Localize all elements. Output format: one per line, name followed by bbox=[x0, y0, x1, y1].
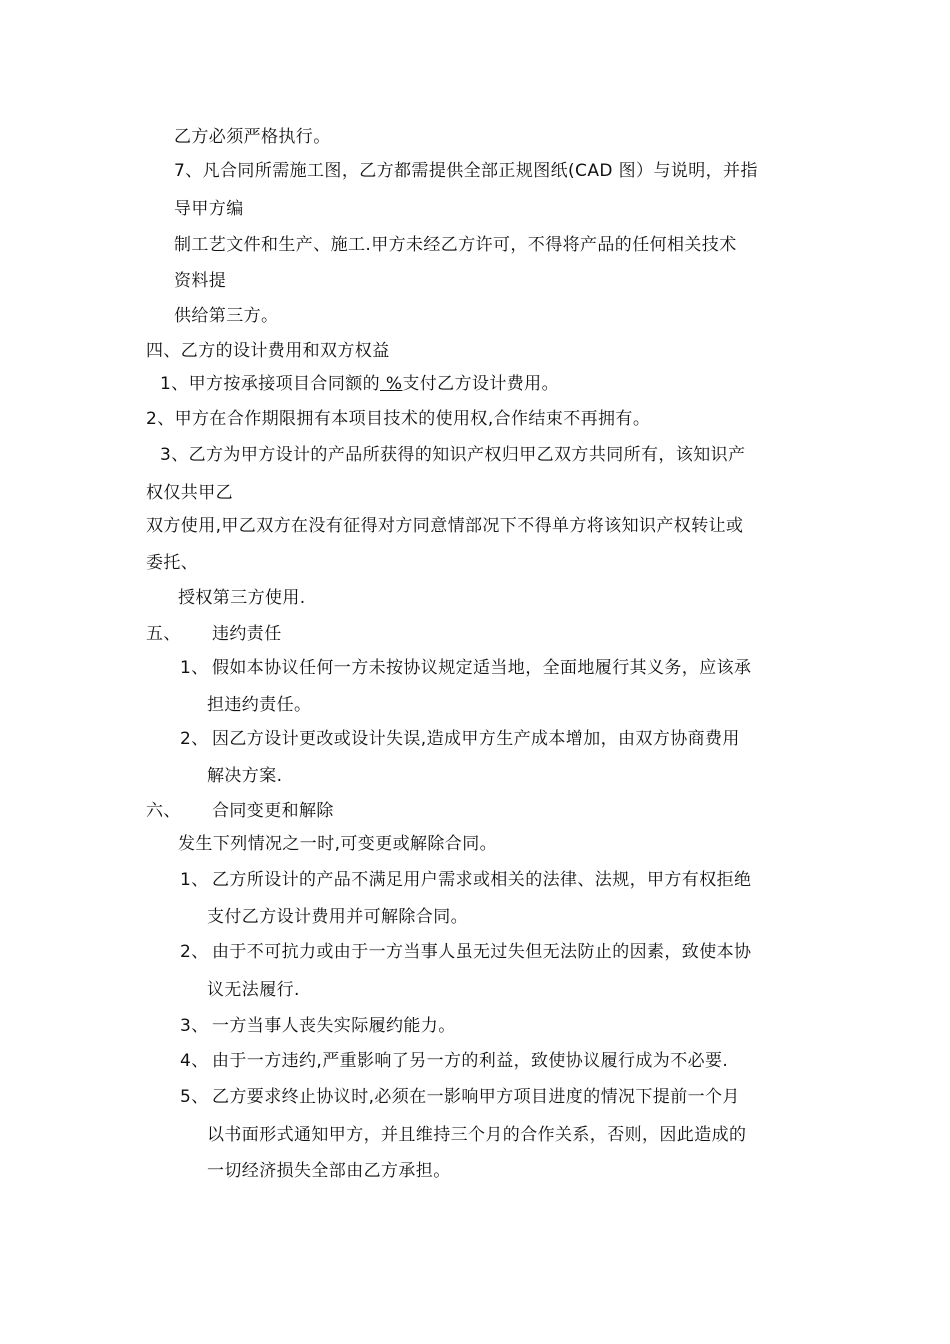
clause-5-1-line: 担违约责任。 bbox=[207, 695, 312, 715]
clause-5-1-number: 1、 bbox=[180, 658, 209, 678]
clause-4-3-line: 委托、 bbox=[146, 553, 199, 573]
clause-6-5-line: 以书面形式通知甲方，并且维持三个月的合作关系，否则，因此造成的 bbox=[207, 1125, 747, 1145]
paragraph-line: 乙方必须严格执行。 bbox=[174, 127, 331, 147]
clause-6-1-number: 1、 bbox=[180, 870, 209, 890]
clause-4-2: 2、甲方在合作期限拥有本项目技术的使用权,合作结束不再拥有。 bbox=[146, 409, 651, 429]
clause-4-1 bbox=[160, 373, 559, 395]
clause-4-3-line: 授权第三方使用. bbox=[178, 588, 306, 608]
clause-6-3-line: 一方当事人丧失实际履约能力。 bbox=[212, 1016, 456, 1036]
clause-3-7-line: 供给第三方。 bbox=[174, 306, 279, 326]
clause-4-3-line: 权仅共甲乙 bbox=[146, 483, 233, 503]
clause-3-7-line: 导甲方编 bbox=[174, 199, 244, 219]
clause-3-7-line: 制工艺文件和生产、施工.甲方未经乙方许可，不得将产品的任何相关技术 bbox=[174, 235, 737, 255]
clause-6-2-line: 议无法履行. bbox=[207, 980, 300, 1000]
section-6-heading: 合同变更和解除 bbox=[212, 801, 334, 821]
clause-4-3-line: 双方使用,甲乙双方在没有征得对方同意情部况下不得单方将该知识产权转让或 bbox=[146, 516, 744, 536]
clause-6-1-line: 乙方所设计的产品不满足用户需求或相关的法律、法规，甲方有权拒绝 bbox=[212, 870, 752, 890]
clause-5-2-line: 因乙方设计更改或设计失误,造成甲方生产成本增加，由双方协商费用 bbox=[212, 729, 740, 749]
clause-6-3-number: 3、 bbox=[180, 1016, 209, 1036]
section-6-number: 六、 bbox=[146, 801, 181, 821]
clause-6-5-line: 一切经济损失全部由乙方承担。 bbox=[207, 1161, 451, 1181]
clause-6-4-line: 由于一方违约,严重影响了另一方的利益，致使协议履行成为不必要. bbox=[212, 1051, 729, 1071]
clause-4-3-line: 3、乙方为甲方设计的产品所获得的知识产权归甲乙双方共同所有，该知识产 bbox=[160, 445, 746, 465]
clause-6-5-number: 5、 bbox=[180, 1087, 209, 1107]
clause-6-2-line: 由于不可抗力或由于一方当事人虽无过失但无法防止的因素，致使本协 bbox=[212, 942, 752, 962]
clause-4-1-text: 支付乙方设计费用。 bbox=[402, 374, 559, 394]
clause-4-1-text: 1、甲方按承接项目合同额的 bbox=[160, 374, 381, 394]
percentage-blank: % bbox=[380, 374, 403, 394]
clause-6-1-line: 支付乙方设计费用并可解除合同。 bbox=[207, 907, 468, 927]
clause-5-2-line: 解决方案. bbox=[207, 766, 283, 786]
clause-6-2-number: 2、 bbox=[180, 942, 209, 962]
clause-6-4-number: 4、 bbox=[180, 1051, 209, 1071]
clause-3-7-line: 7、凡合同所需施工图，乙方都需提供全部正规图纸(CAD 图）与说明，并指 bbox=[174, 161, 758, 181]
clause-5-1-line: 假如本协议任何一方未按协议规定适当地，全面地履行其义务，应该承 bbox=[212, 658, 752, 678]
section-5-heading: 违约责任 bbox=[212, 624, 282, 644]
clause-3-7-line: 资料提 bbox=[174, 271, 227, 291]
clause-5-2-number: 2、 bbox=[180, 729, 209, 749]
section-6-intro: 发生下列情况之一时,可变更或解除合同。 bbox=[178, 834, 498, 854]
section-4-heading: 四、乙方的设计费用和双方权益 bbox=[146, 341, 390, 361]
section-5-number: 五、 bbox=[146, 624, 181, 644]
clause-6-5-line: 乙方要求终止协议时,必须在一影响甲方项目进度的情况下提前一个月 bbox=[212, 1087, 740, 1107]
